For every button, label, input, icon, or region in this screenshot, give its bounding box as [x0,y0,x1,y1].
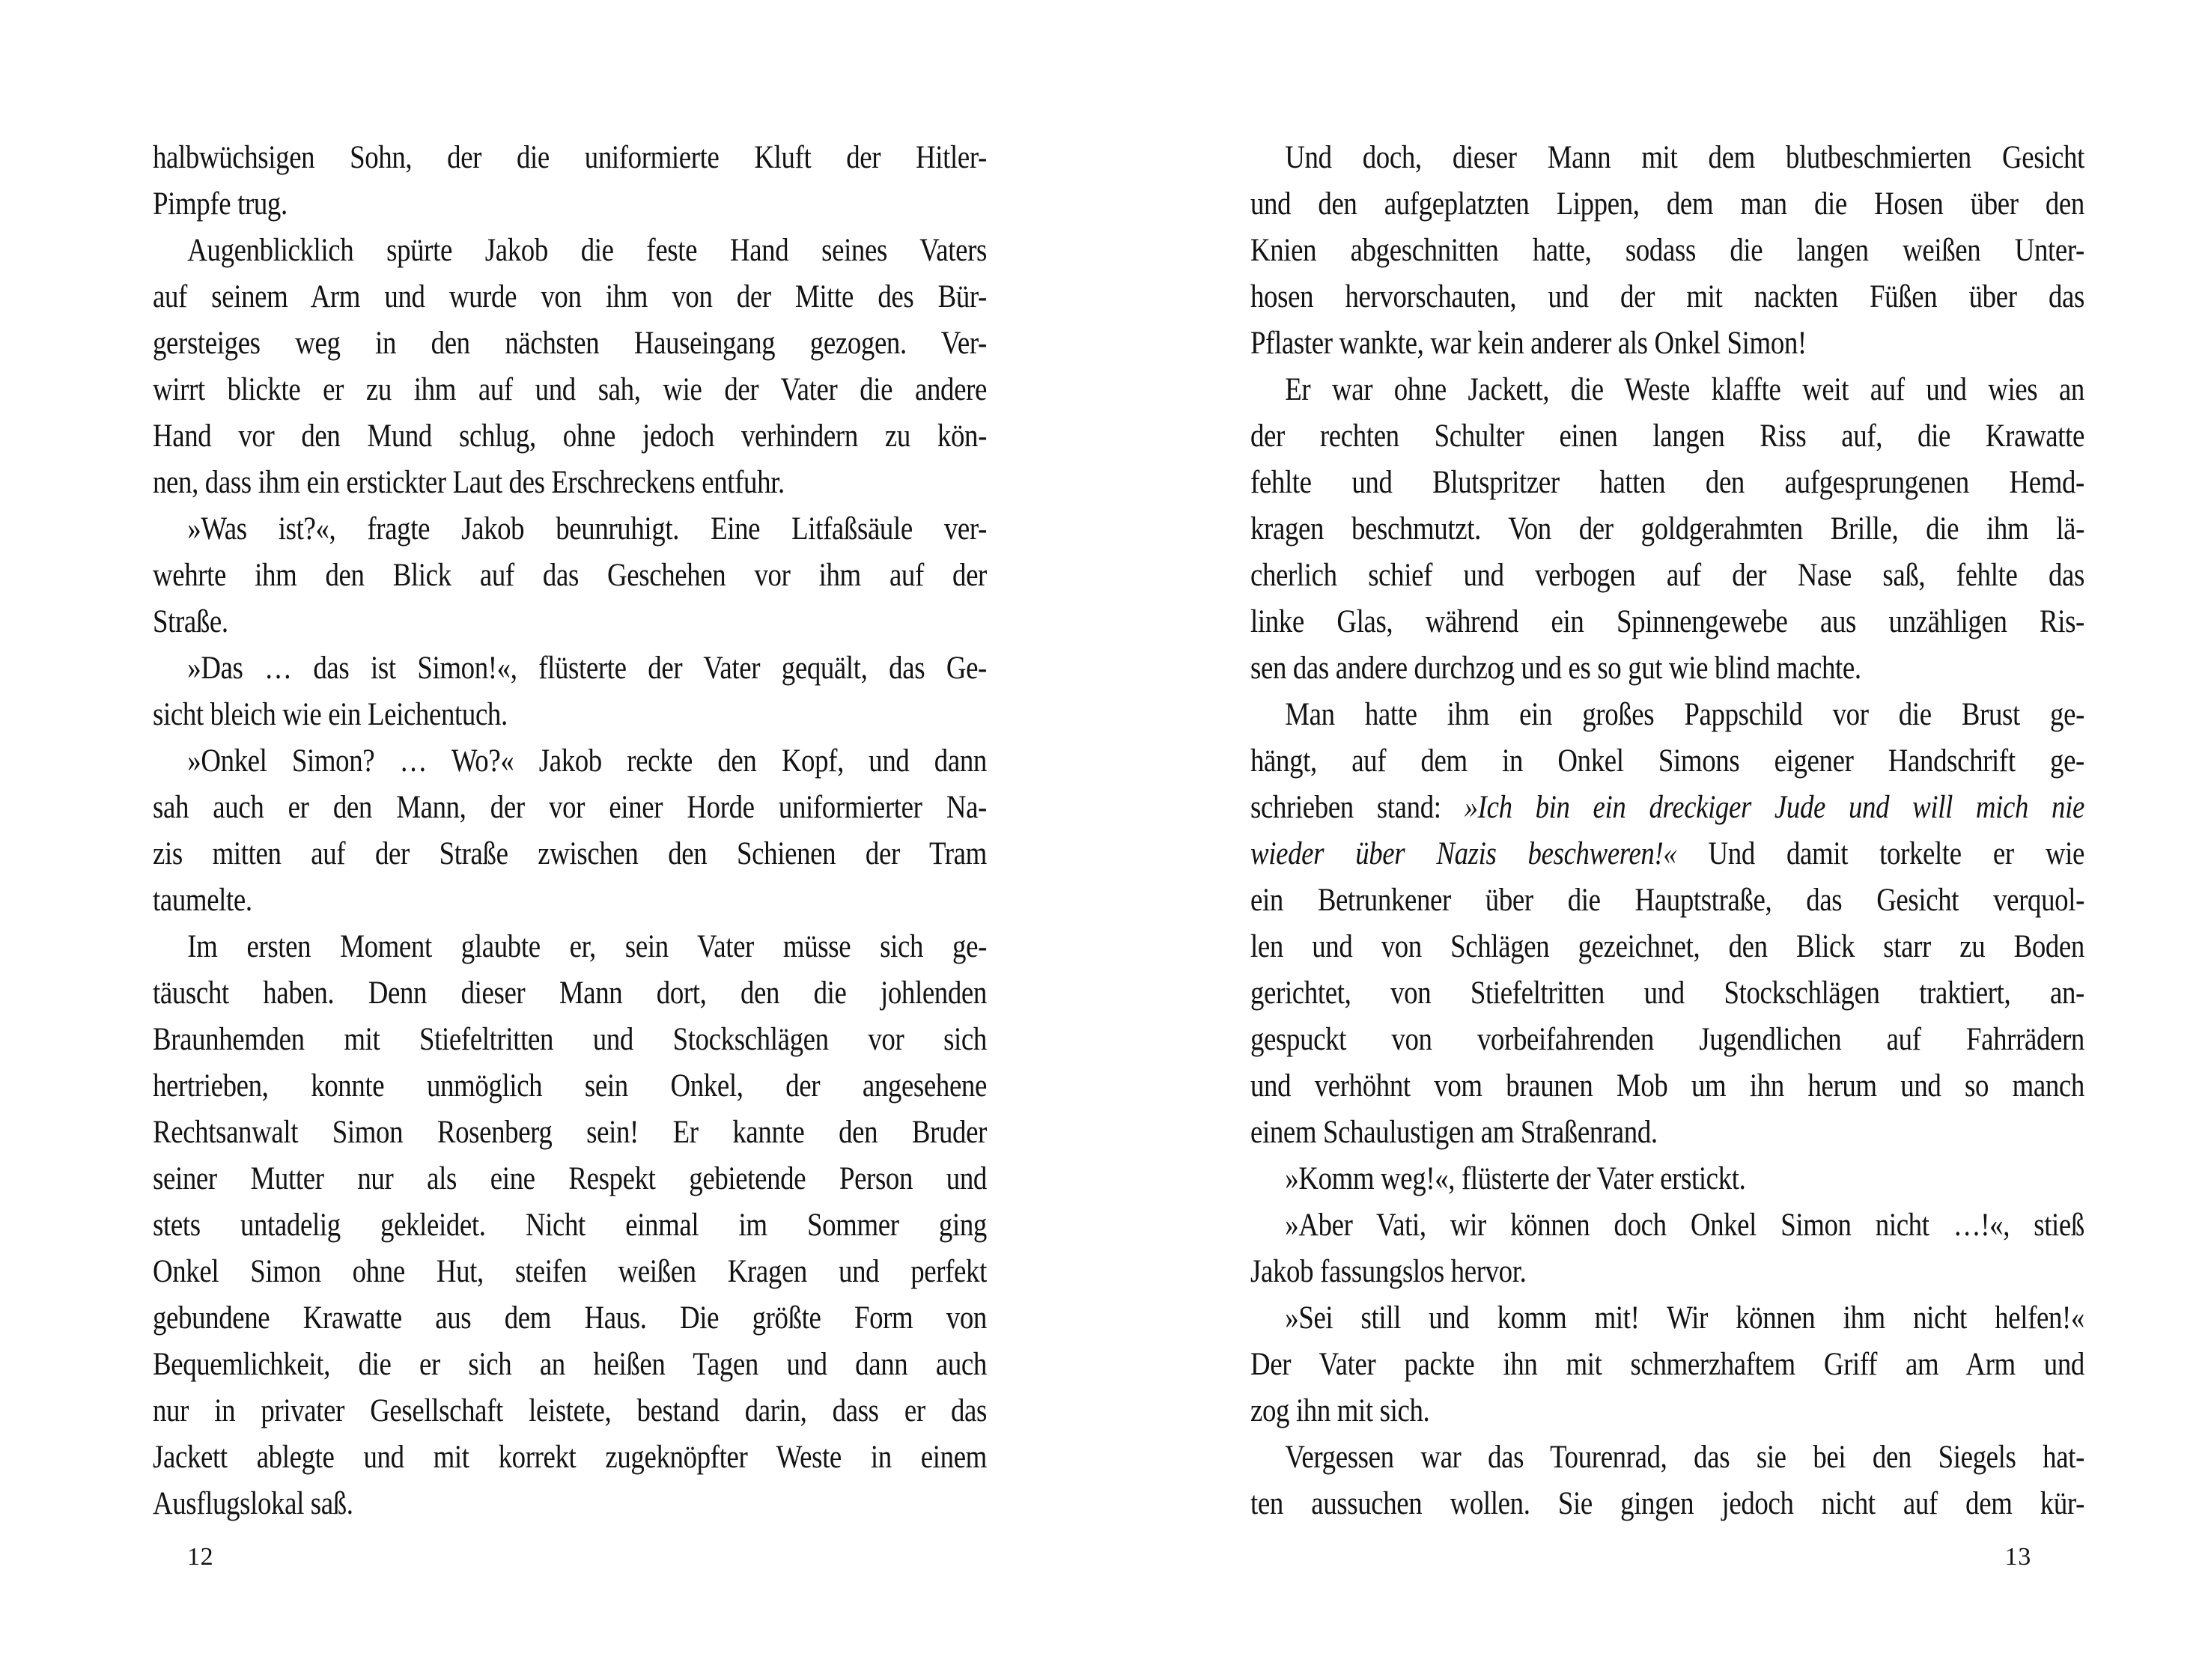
text-line [1250,1017,2084,1063]
text-line [153,460,987,506]
text-line [1250,274,2084,320]
text-segment: Er war ohne Jackett, die Weste klaffte weit auf und wies an [1285,372,2084,407]
text-line [1250,1202,2084,1249]
page-right-text [1250,135,2084,1527]
text-segment: wirrt blickte er zu ihm auf und sah, wie der Vater die andere [153,372,987,407]
text-line [153,181,987,228]
text-line [1250,1156,2084,1202]
text-line [1250,1388,2084,1434]
text-line [1250,1434,2084,1481]
text-line [1250,1295,2084,1342]
text-segment: fehlte und Blutspritzer hatten den aufgesprungenen Hemd- [1250,465,2084,500]
text-line [1250,135,2084,181]
text-segment: täuscht haben. Denn dieser Mann dort, den die johlenden [153,976,987,1011]
text-line [153,1481,987,1527]
text-segment: einem Schaulustigen am Straßenrand. [1250,1115,1658,1150]
text-segment: gerichtet, von Stiefeltritten und Stockschlägen traktiert, an- [1250,976,2084,1011]
text-segment: hertrieben, konnte unmöglich sein Onkel, der angesehene [153,1068,987,1104]
text-segment: »Sei still und komm mit! Wir können ihm nicht helfen!« [1285,1300,2084,1336]
text-line [153,1249,987,1295]
text-segment: Vergessen war das Tourenrad, das sie bei den Siegels hat- [1285,1440,2084,1475]
text-segment: Der Vater packte ihn mit schmerzhaftem Griff am Arm und [1250,1347,2084,1382]
text-segment: nen, dass ihm ein erstickter Laut des Erschreckens entfuhr. [153,465,785,500]
text-segment: Man hatte ihm ein großes Pappschild vor die Brust ge- [1285,697,2084,732]
text-segment: Braunhemden mit Stiefeltritten und Stockschlägen vor sich [153,1022,987,1057]
text-segment: ten aussuchen wollen. Sie gingen jedoch nicht auf dem kür- [1250,1486,2084,1521]
text-segment: auf seinem Arm und wurde von ihm von der Mitte des Bür- [153,279,987,314]
text-line [153,1202,987,1249]
text-line [153,738,987,785]
text-segment: Straße. [153,604,228,639]
text-segment: »Das … das ist Simon!«, flüsterte der Vater gequält, das Ge- [187,651,987,686]
text-line [153,1110,987,1156]
text-line [1250,460,2084,506]
text-line [1250,367,2084,413]
text-line [1250,1063,2084,1110]
text-line [153,1295,987,1342]
text-line [1250,1249,2084,1295]
text-segment: Ausflugslokal saß. [153,1486,353,1521]
text-segment: »Aber Vati, wir können doch Onkel Simon nicht …!«, stieß [1285,1208,2084,1243]
text-line [153,506,987,553]
text-line [153,553,987,599]
text-line [153,320,987,367]
text-segment: gespuckt von vorbeifahrenden Jugendlichen auf Fahrrädern [1250,1022,2084,1057]
text-line [153,1342,987,1388]
italic-text-segment: wieder über Nazis beschweren!« [1250,836,1677,871]
text-segment: Rechtsanwalt Simon Rosenberg sein! Er kannte den Bruder [153,1115,987,1150]
text-line [153,831,987,877]
text-segment: »Was ist?«, fragte Jakob beunruhigt. Eine Litfaßsäule ver- [187,511,987,547]
text-line [153,599,987,645]
text-line [1250,692,2084,738]
text-line [153,1156,987,1202]
text-segment: sicht bleich wie ein Leichentuch. [153,697,508,732]
page-number-right: 13 [2004,1543,2031,1571]
text-segment: Augenblicklich spürte Jakob die feste Hand seines Vaters [187,233,987,268]
text-line [1250,645,2084,692]
text-line [153,367,987,413]
page-left-text [153,135,987,1527]
text-segment: zis mitten auf der Straße zwischen den Schienen der Tram [153,836,987,871]
italic-text-segment: »Ich bin ein dreckiger Jude und will mich nie [1464,790,2084,825]
text-segment: Hand vor den Mund schlug, ohne jedoch verhindern zu kön- [153,419,987,454]
text-segment: hosen hervorschauten, und der mit nackten Füßen über das [1250,279,2084,314]
text-segment: Im ersten Moment glaubte er, sein Vater müsse sich ge- [187,929,987,964]
text-line [1250,320,2084,367]
text-segment: der rechten Schulter einen langen Riss auf, die Krawatte [1250,419,2084,454]
text-segment: Knien abgeschnitten hatte, sodass die langen weißen Unter- [1250,233,2084,268]
text-line [1250,970,2084,1017]
text-segment: »Onkel Simon? … Wo?« Jakob reckte den Kopf, und dann [187,743,987,779]
page-number-left: 12 [187,1543,214,1571]
text-line [1250,1110,2084,1156]
text-line [153,228,987,274]
text-segment: Jackett ablegte und mit korrekt zugeknöpfter Weste in einem [153,1440,987,1475]
text-segment: halbwüchsigen Sohn, der die uniformierte Kluft der Hitler- [153,140,987,175]
text-line [153,877,987,924]
text-line [1250,785,2084,831]
text-segment: und verhöhnt vom braunen Mob um ihn herum und so manch [1250,1068,2084,1104]
text-segment: hängt, auf dem in Onkel Simons eigener Handschrift ge- [1250,743,2084,779]
text-segment: »Komm weg!«, flüsterte der Vater erstickt. [1285,1161,1746,1196]
text-line [1250,228,2084,274]
text-segment: kragen beschmutzt. Von der goldgerahmten Brille, die ihm lä- [1250,511,2084,547]
text-segment: gersteiges weg in den nächsten Hauseingang gezogen. Ver- [153,326,987,361]
text-segment: taumelte. [153,883,252,918]
text-segment: Pimpfe trug. [153,186,288,222]
text-segment: Jakob fassungslos hervor. [1250,1254,1527,1289]
text-line [153,1017,987,1063]
text-segment: len und von Schlägen gezeichnet, den Blick starr zu Boden [1250,929,2084,964]
text-segment: sen das andere durchzog und es so gut wie blind machte. [1250,651,1861,686]
text-line [1250,181,2084,228]
text-segment: Bequemlichkeit, die er sich an heißen Tagen und dann auch [153,1347,987,1382]
text-segment: zog ihn mit sich. [1250,1393,1430,1428]
text-line [153,1434,987,1481]
text-segment: und den aufgeplatzten Lippen, dem man die Hosen über den [1250,186,2084,222]
text-line [153,1388,987,1434]
text-segment: linke Glas, während ein Spinnengewebe aus unzähligen Ris- [1250,604,2084,639]
text-segment: wehrte ihm den Blick auf das Geschehen vor ihm auf der [153,558,987,593]
text-line [1250,1342,2084,1388]
text-line [1250,877,2084,924]
text-segment: Und damit torkelte er wie [1676,836,2084,871]
text-line [153,413,987,460]
text-line [1250,924,2084,970]
text-line [153,785,987,831]
text-segment: stets untadelig gekleidet. Nicht einmal im Sommer ging [153,1208,987,1243]
text-line [153,924,987,970]
text-line [153,135,987,181]
text-segment: seiner Mutter nur als eine Respekt gebietende Person und [153,1161,987,1196]
text-segment: gebundene Krawatte aus dem Haus. Die größte Form von [153,1300,987,1336]
text-line [153,970,987,1017]
text-line [153,645,987,692]
text-segment: schrieben stand: [1250,790,1465,825]
text-line [1250,831,2084,877]
text-line [153,1063,987,1110]
text-line [153,692,987,738]
text-segment: nur in privater Gesellschaft leistete, bestand darin, dass er das [153,1393,987,1428]
text-line [1250,553,2084,599]
text-segment: sah auch er den Mann, der vor einer Horde uniformierter Na- [153,790,987,825]
text-segment: ein Betrunkener über die Hauptstraße, das Gesicht verquol- [1250,883,2084,918]
text-line [153,274,987,320]
text-line [1250,599,2084,645]
text-line [1250,1481,2084,1527]
text-segment: cherlich schief und verbogen auf der Nase saß, fehlte das [1250,558,2084,593]
text-segment: Und doch, dieser Mann mit dem blutbeschmierten Gesicht [1285,140,2084,175]
text-line [1250,413,2084,460]
text-segment: Onkel Simon ohne Hut, steifen weißen Kragen und perfekt [153,1254,987,1289]
text-line [1250,738,2084,785]
text-line [1250,506,2084,553]
text-segment: Pflaster wankte, war kein anderer als Onkel Simon! [1250,326,1807,361]
